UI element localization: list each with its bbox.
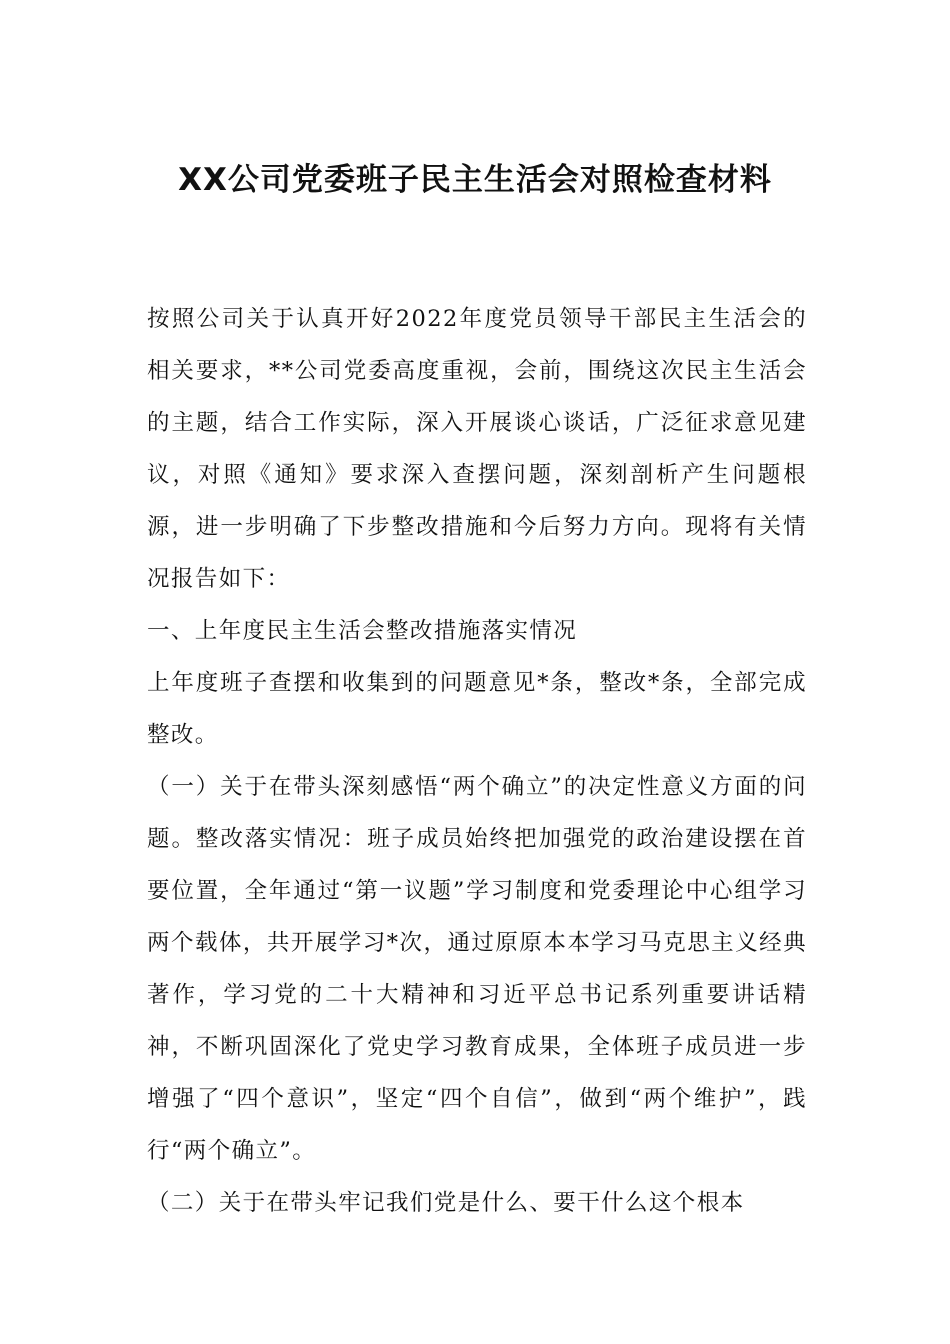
summary-paragraph: 上年度班子查摆和收集到的问题意见*条，整改*条，全部完成整改。	[147, 670, 807, 748]
document-title: XX公司党委班子民主生活会对照检查材料	[178, 162, 772, 198]
intro-paragraph: 按照公司关于认真开好2022年度党员领导干部民主生活会的相关要求，**公司党委高度重视，会前，围绕这次民主生活会的主题，结合工作实际，深入开展谈心谈话，广泛征求意见建议，对照《通知》要求深入查摆问题，深刻剖析产生问题根源，进一步明确了下步整改措施和今后努力方向。现将有关情况报告如下：	[147, 306, 807, 592]
item-two-paragraph: （二）关于在带头牢记我们党是什么、要干什么这个根本	[147, 1190, 745, 1216]
document-body	[147, 293, 807, 1229]
section-heading: 一、上年度民主生活会整改措施落实情况	[147, 618, 578, 644]
item-one-paragraph: （一）关于在带头深刻感悟“两个确立”的决定性意义方面的问题。整改落实情况：班子成员始终把加强党的政治建设摆在首要位置，全年通过“第一议题”学习制度和党委理论中心组学习两个载体，共开展学习*次，通过原原本本学习马克思主义经典著作，学习党的二十大精神和习近平总书记系列重要讲话精神，不断巩固深化了党史学习教育成果，全体班子成员进一步增强了“四个意识”，坚定“四个自信”，做到“两个维护”，践行“两个确立”。	[147, 774, 807, 1164]
